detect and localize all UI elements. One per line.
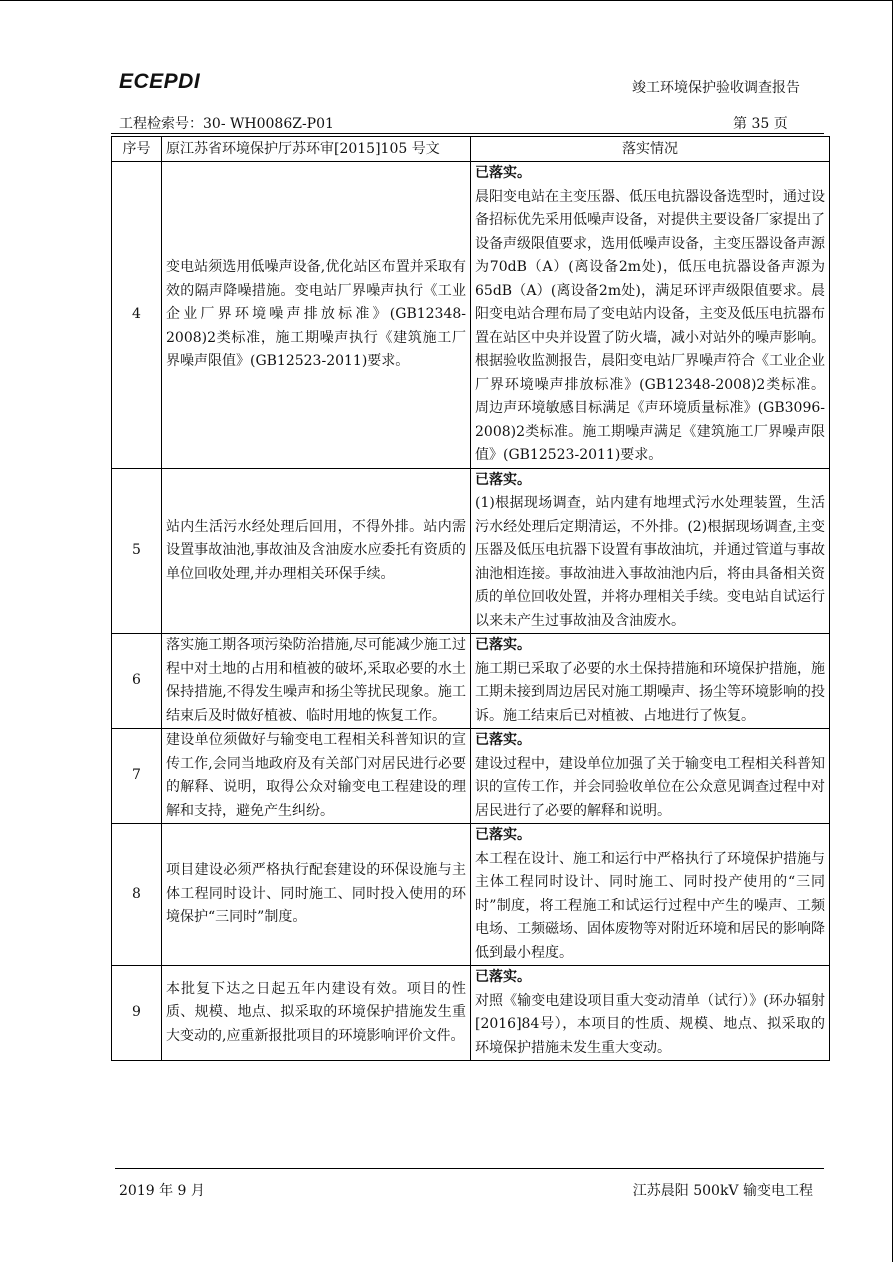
column-header-requirement: 原江苏省环境保护厅苏环审[2015]105 号文: [162, 137, 471, 162]
footer-project-name: 江苏晨阳 500kV 输变电工程: [632, 1183, 813, 1199]
requirement-text: 项目建设必须严格执行配套建设的环保设施与主体工程同时设计、同时施工、同时投入使用的环境保护“三同时”制度。: [166, 862, 466, 926]
requirement-cell: [162, 729, 471, 824]
status-label: 已落实。: [475, 471, 531, 488]
compliance-table: [111, 136, 830, 1061]
implementation-cell: [471, 468, 830, 634]
table-row: [112, 162, 830, 469]
implementation-text: 施工期已采取了必要的水土保持措施和环境保护措施，施工期未接到周边居民对施工期噪声、扬尘等环境影响的投诉。施工结束后已对植被、占地进行了恢复。: [475, 660, 825, 724]
implementation-text: (1)根据现场调查，站内建有地埋式污水处理装置，生活污水经处理后定期清运，不外排。(2)根据现场调查,主变压器及低压电抗器下设置有事故油坑，并通过管道与事故油池相连接。事故油进入事故油池内后，将由具备相关资质的单位回收处置，并将办理相关手续。变电站自试运行以来未产生过事故油及含油废水。: [475, 495, 825, 629]
row-number: 7: [112, 729, 162, 824]
requirement-cell: [162, 824, 471, 966]
status-label: 已落实。: [475, 732, 531, 748]
requirement-text: 本批复下达之日起五年内建设有效。项目的性质、规模、地点、拟采取的环境保护措施发生重大变动的,应重新报批项目的环境影响评价文件。: [166, 980, 466, 1044]
row-number: 5: [112, 468, 162, 634]
implementation-text: 建设过程中，建设单位加强了关于输变电工程相关科普知识的宣传工作，并会同验收单位在公众意见调查过程中对居民进行了必要的解释和说明。: [475, 755, 825, 819]
implementation-text: 对照《输变电建设项目重大变动清单（试行）》(环办辐射[2016]84号），本项目的性质、规模、地点、拟采取的环境保护措施未发生重大变动。: [475, 992, 825, 1056]
requirement-text: 变电站须选用低噪声设备,优化站区布置并采取有效的隔声降噪措施。变电站厂界噪声执行《工业企业厂界环境噪声排放标准》(GB12348-2008)2类标准，施工期噪声执行《建筑施工厂界噪声限值》(GB12523-2011)要求。: [166, 259, 466, 369]
table-header-row: [112, 137, 830, 162]
company-logo: ECEPDI: [119, 70, 201, 93]
row-number: 4: [112, 162, 162, 469]
page-number: 第 35 页: [733, 116, 788, 132]
status-label: 已落实。: [475, 827, 531, 843]
requirement-text: 落实施工期各项污染防治措施,尽可能减少施工过程中对土地的占用和植被的破坏,采取必要的水土保持措施,不得发生噪声和扬尘等扰民现象。施工结束后及时做好植被、临时用地的恢复工作。: [166, 637, 466, 724]
implementation-text: 晨阳变电站在主变压器、低压电抗器设备选型时，通过设备招标优先采用低噪声设备，对提供主要设备厂家提出了设备声级限值要求，选用低噪声设备，主变压器设备声源为70dB（A）(离设备2m处)，低压电抗器设备声源为65dB（A）(离设备2m处)，满足环评声级限值要求。晨阳变电站合理布局了变电站内设备，主变及低压电抗器布置在站区中央并设置了防火墙，减小对站外的噪声影响。根据验收监测报告，晨阳变电站厂界噪声符合《工业企业厂界环境噪声排放标准》(GB12348-2008)2类标准。周边声环境敏感目标满足《声环境质量标准》(GB3096-2008)2类标准。施工期噪声满足《建筑施工厂界噪声限值》(GB12523-2011)要求。: [475, 188, 825, 463]
footer-date: 2019 年 9 月: [119, 1183, 205, 1199]
column-header-number: 序号: [112, 137, 162, 162]
requirement-cell: [162, 162, 471, 469]
requirement-text: 建设单位须做好与输变电工程相关科普知识的宣传工作,会同当地政府及有关部门对居民进行必要的解释、说明，取得公众对输变电工程建设的理解和支持，避免产生纠纷。: [166, 732, 466, 819]
footer-rule: [115, 1168, 824, 1169]
report-title: 竣工环境保护验收调查报告: [632, 80, 800, 96]
implementation-cell: [471, 824, 830, 966]
status-label: 已落实。: [475, 165, 531, 181]
requirement-cell: [162, 468, 471, 634]
table-row: [112, 966, 830, 1061]
header-rule: [111, 133, 824, 134]
project-number: 工程检索号：30- WH0086Z-P01: [119, 116, 334, 132]
table-row: [112, 468, 830, 634]
row-number: 8: [112, 824, 162, 966]
table-row: [112, 634, 830, 729]
table-row: [112, 824, 830, 966]
requirement-cell: [162, 966, 471, 1061]
requirement-cell: [162, 634, 471, 729]
column-header-implementation: 落实情况: [471, 137, 830, 162]
implementation-text: 本工程在设计、施工和运行中严格执行了环境保护措施与主体工程同时设计、同时施工、同时投产使用的“三同时”制度，将工程施工和试运行过程中产生的噪声、工频电场、工频磁场、固体废物等对附近环境和居民的影响降低到最小程度。: [475, 850, 825, 961]
requirement-text: 站内生活污水经处理后回用，不得外排。站内需设置事故油池,事故油及含油废水应委托有资质的单位回收处理,并办理相关环保手续。: [166, 518, 466, 582]
status-label: 已落实。: [475, 637, 531, 653]
implementation-cell: [471, 966, 830, 1061]
implementation-cell: [471, 162, 830, 469]
page-border-top: [0, 0, 893, 1]
implementation-cell: [471, 634, 830, 729]
row-number: 6: [112, 634, 162, 729]
status-label: 已落实。: [475, 969, 531, 985]
table-row: [112, 729, 830, 824]
row-number: 9: [112, 966, 162, 1061]
implementation-cell: [471, 729, 830, 824]
